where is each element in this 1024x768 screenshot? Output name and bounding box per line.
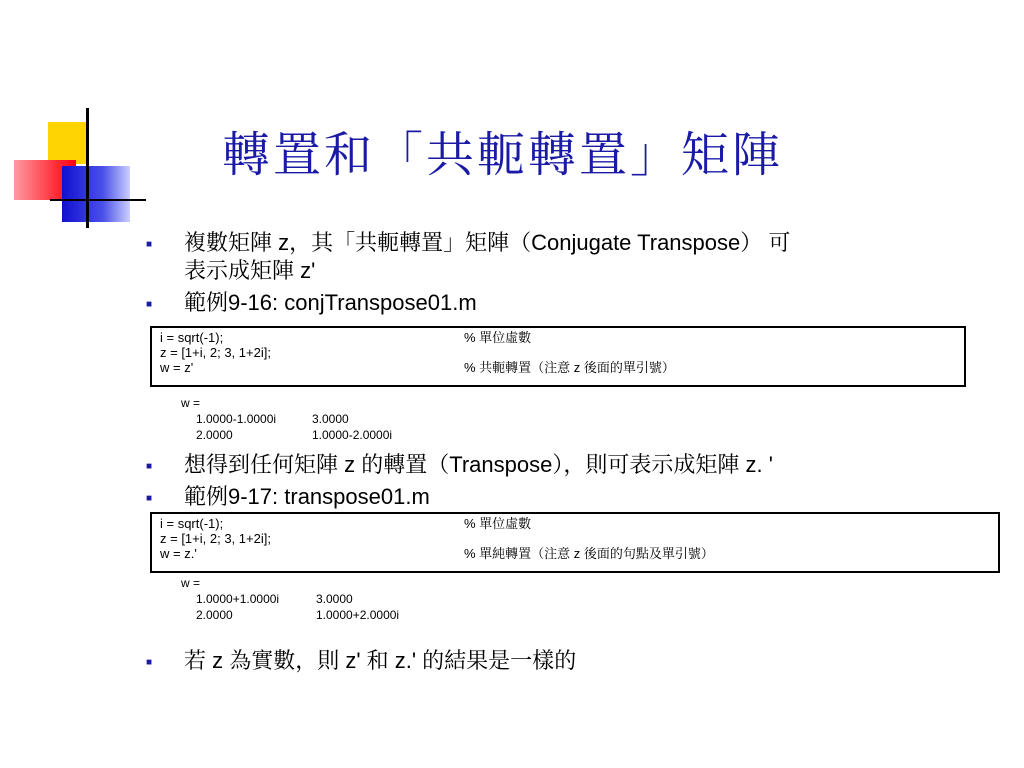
- bullet-text-5: 若 z 為實數，則 z' 和 z.' 的結果是一樣的: [184, 648, 577, 673]
- code-line: [152, 531, 998, 546]
- bullet-text-1-line2: 表示成矩陣 z': [184, 258, 316, 283]
- output-cell: 2.0000: [196, 428, 233, 442]
- code-text: w = z': [160, 360, 194, 375]
- output-label: w =: [181, 576, 201, 590]
- bullet-text-1-line1: 複數矩陣 z，其「共軛轉置」矩陣（Conjugate Transpose） 可: [184, 230, 791, 255]
- code-comment: % 共軛轉置（注意 z 後面的單引號）: [464, 360, 675, 375]
- code-text: z = [1+i, 2; 3, 1+2i];: [160, 531, 271, 546]
- output-cell: 3.0000: [316, 592, 353, 606]
- output-cell: 1.0000+1.0000i: [196, 592, 280, 606]
- code-text: i = sqrt(-1);: [160, 330, 224, 345]
- code-comment: % 單位虛數: [464, 516, 532, 531]
- code-text: w = z.': [160, 546, 197, 561]
- bullet-marker: [146, 658, 156, 668]
- code-line: [152, 546, 998, 561]
- bullet-marker: [146, 240, 156, 250]
- slide-title: 轉置和「共軛轉置」矩陣: [222, 127, 784, 183]
- code-line: [152, 516, 998, 531]
- bullet-text-3: 想得到任何矩陣 z 的轉置（Transpose），則可表示成矩陣 z. ': [184, 452, 773, 477]
- output-cell: 2.0000: [196, 608, 233, 622]
- code-comment: % 單位虛數: [464, 330, 532, 345]
- output-label: w =: [181, 396, 201, 410]
- output-cell: 3.0000: [312, 412, 349, 426]
- decor-blue-square: [62, 166, 130, 222]
- code-line: [152, 360, 964, 375]
- code-text: i = sqrt(-1);: [160, 516, 224, 531]
- code-box-2: [150, 512, 1000, 573]
- bullet-marker: [146, 462, 156, 472]
- code-line: [152, 330, 964, 345]
- code-comment: % 單純轉置（注意 z 後面的句點及單引號）: [464, 546, 714, 561]
- code-text: z = [1+i, 2; 3, 1+2i];: [160, 345, 271, 360]
- decor-vertical-line: [86, 108, 89, 228]
- bullet-marker: [146, 494, 156, 504]
- bullet-marker: [146, 300, 156, 310]
- decor-horizontal-line: [50, 199, 146, 201]
- bullet-text-2: 範例9-16: conjTranspose01.m: [184, 290, 477, 315]
- output-cell: 1.0000+2.0000i: [316, 608, 400, 622]
- decor-yellow-square: [48, 122, 88, 164]
- output-cell: 1.0000-1.0000i: [196, 412, 277, 426]
- bullet-text-4: 範例9-17: transpose01.m: [184, 484, 430, 509]
- code-line: [152, 345, 964, 360]
- output-cell: 1.0000-2.0000i: [312, 428, 393, 442]
- code-box-1: [150, 326, 966, 387]
- decor-white-square: [88, 122, 126, 164]
